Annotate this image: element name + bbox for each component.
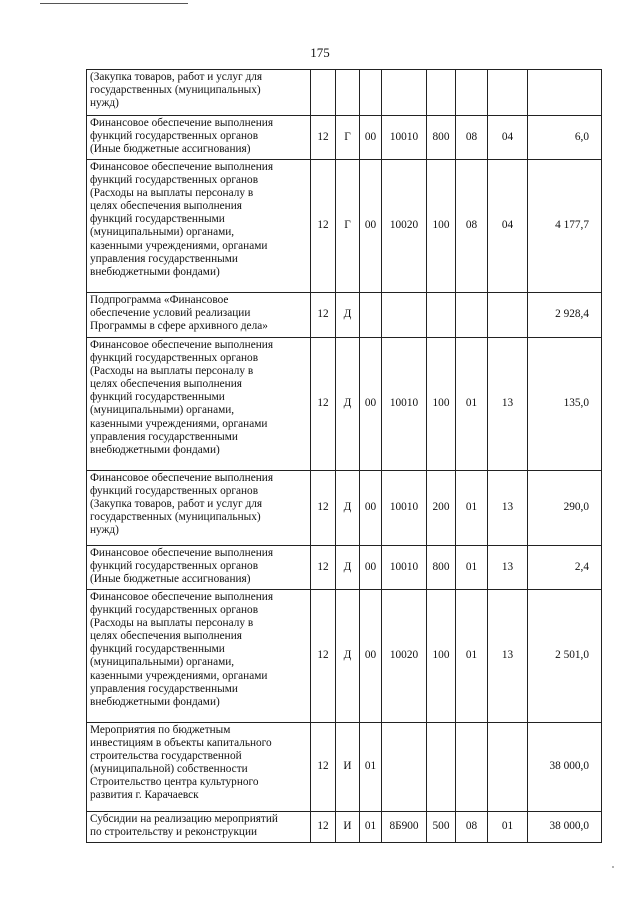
amount: 290,0	[528, 471, 602, 546]
table-row	[87, 338, 602, 471]
program-code: И	[336, 723, 360, 812]
row-description: Финансовое обеспечение выполнения функций государственных органов (Иные бюджетные ассигнования)	[87, 116, 311, 160]
expense-type-code: 100	[427, 338, 456, 471]
expense-type-code: 100	[427, 590, 456, 723]
page-number: 175	[310, 45, 330, 60]
row-description: Финансовое обеспечение выполнения функций государственных органов (Расходы на выплаты персоналу в целях обеспечения выполнения функций государственными (муниципальными) органами, казенными учреждениями, органами управления государственными внебюджетными фондами)	[87, 338, 311, 471]
direction-code: 10020	[382, 590, 427, 723]
section-code: 01	[456, 471, 488, 546]
amount: 38 000,0	[528, 723, 602, 812]
amount: 4 177,7	[528, 160, 602, 293]
table-row	[87, 723, 602, 812]
ministry-code: 12	[311, 116, 336, 160]
expense-type-code: 500	[427, 812, 456, 843]
program-code: Д	[336, 590, 360, 723]
row-description: Мероприятия по бюджетным инвестициям в объекты капитального строительства государственной (муниципальной) собственности Строительство центра культурного развития г. Карачаевск	[87, 723, 311, 812]
row-description: Финансовое обеспечение выполнения функций государственных органов (Иные бюджетные ассигнования)	[87, 546, 311, 590]
ministry-code: 12	[311, 546, 336, 590]
table-row	[87, 116, 602, 160]
subprogram-code: 00	[360, 546, 382, 590]
amount: 2 928,4	[528, 293, 602, 338]
program-code: Г	[336, 116, 360, 160]
table-row	[87, 812, 602, 843]
subsection-code: 13	[488, 590, 528, 723]
expense-type-code: 800	[427, 116, 456, 160]
program-code: Д	[336, 471, 360, 546]
direction-code: 10010	[382, 338, 427, 471]
subprogram-code	[360, 70, 382, 116]
amount: 135,0	[528, 338, 602, 471]
section-code	[456, 293, 488, 338]
subsection-code: 13	[488, 338, 528, 471]
expense-type-code	[427, 70, 456, 116]
subprogram-code: 00	[360, 160, 382, 293]
row-description: Финансовое обеспечение выполнения функций государственных органов (Расходы на выплаты персоналу в целях обеспечения выполнения функций государственными (муниципальными) органами, казенными учреждениями, органами управления государственными внебюджетными фондами)	[87, 590, 311, 723]
table-row	[87, 160, 602, 293]
row-description: Подпрограмма «Финансовое обеспечение условий реализации Программы в сфере архивного дела»	[87, 293, 311, 338]
top-rule	[40, 3, 188, 4]
subsection-code: 04	[488, 116, 528, 160]
direction-code: 10010	[382, 116, 427, 160]
amount: 38 000,0	[528, 812, 602, 843]
program-code: Д	[336, 338, 360, 471]
row-description: Финансовое обеспечение выполнения функций государственных органов (Расходы на выплаты персоналу в целях обеспечения выполнения функций государственными (муниципальными) органами, казенными учреждениями, органами управления государственными внебюджетными фондами)	[87, 160, 311, 293]
ministry-code: 12	[311, 293, 336, 338]
table-row	[87, 546, 602, 590]
amount	[528, 70, 602, 116]
program-code: Г	[336, 160, 360, 293]
scan-speck	[612, 866, 614, 868]
direction-code	[382, 70, 427, 116]
ministry-code: 12	[311, 160, 336, 293]
subsection-code	[488, 723, 528, 812]
row-description: (Закупка товаров, работ и услуг для государственных (муниципальных) нужд)	[87, 70, 311, 116]
budget-table	[86, 69, 602, 843]
amount: 6,0	[528, 116, 602, 160]
expense-type-code: 200	[427, 471, 456, 546]
subprogram-code: 00	[360, 116, 382, 160]
section-code: 08	[456, 160, 488, 293]
subsection-code: 04	[488, 160, 528, 293]
subsection-code: 13	[488, 471, 528, 546]
ministry-code: 12	[311, 471, 336, 546]
program-code	[336, 70, 360, 116]
amount: 2,4	[528, 546, 602, 590]
program-code: Д	[336, 546, 360, 590]
direction-code	[382, 293, 427, 338]
ministry-code: 12	[311, 590, 336, 723]
subprogram-code	[360, 293, 382, 338]
row-description: Финансовое обеспечение выполнения функций государственных органов (Закупка товаров, работ и услуг для государственных (муниципальных) нужд)	[87, 471, 311, 546]
ministry-code: 12	[311, 723, 336, 812]
subsection-code: 01	[488, 812, 528, 843]
expense-type-code: 800	[427, 546, 456, 590]
ministry-code: 12	[311, 338, 336, 471]
subprogram-code: 00	[360, 590, 382, 723]
table-row	[87, 293, 602, 338]
row-description: Субсидии на реализацию мероприятий по строительству и реконструкции	[87, 812, 311, 843]
subsection-code: 13	[488, 546, 528, 590]
section-code: 08	[456, 116, 488, 160]
subsection-code	[488, 70, 528, 116]
direction-code: 8Б900	[382, 812, 427, 843]
direction-code: 10010	[382, 546, 427, 590]
section-code: 08	[456, 812, 488, 843]
expense-type-code	[427, 293, 456, 338]
expense-type-code: 100	[427, 160, 456, 293]
ministry-code: 12	[311, 812, 336, 843]
table-row	[87, 590, 602, 723]
subprogram-code: 00	[360, 338, 382, 471]
section-code: 01	[456, 338, 488, 471]
section-code	[456, 70, 488, 116]
expense-type-code	[427, 723, 456, 812]
table-row	[87, 70, 602, 116]
program-code: Д	[336, 293, 360, 338]
section-code: 01	[456, 546, 488, 590]
table-row	[87, 471, 602, 546]
amount: 2 501,0	[528, 590, 602, 723]
subprogram-code: 01	[360, 812, 382, 843]
direction-code: 10010	[382, 471, 427, 546]
subsection-code	[488, 293, 528, 338]
ministry-code	[311, 70, 336, 116]
section-code: 01	[456, 590, 488, 723]
subprogram-code: 01	[360, 723, 382, 812]
direction-code	[382, 723, 427, 812]
section-code	[456, 723, 488, 812]
program-code: И	[336, 812, 360, 843]
direction-code: 10020	[382, 160, 427, 293]
subprogram-code: 00	[360, 471, 382, 546]
